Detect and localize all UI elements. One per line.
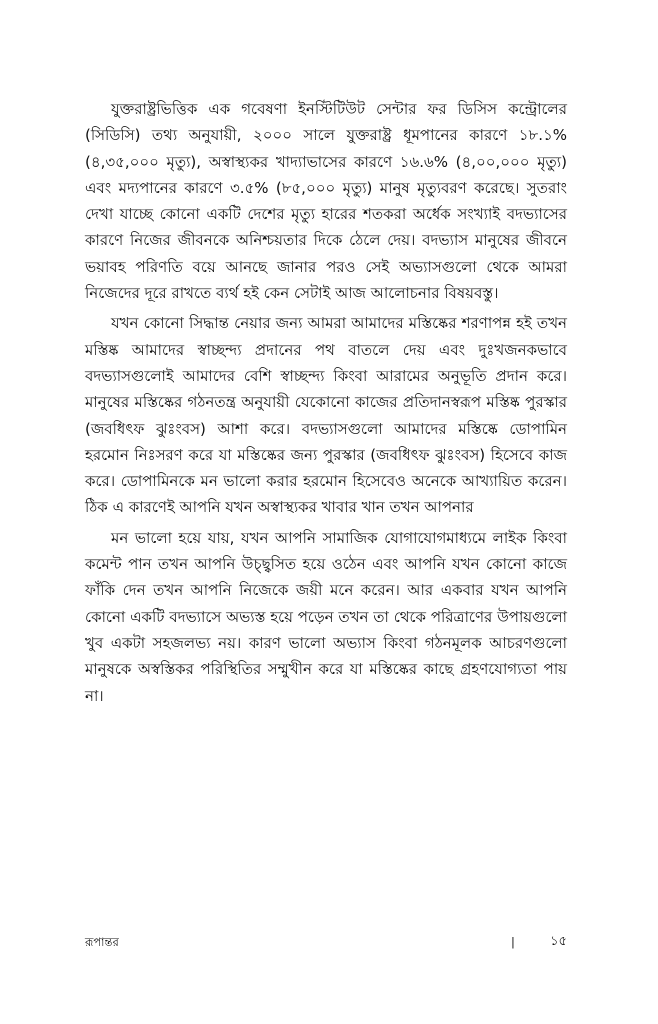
paragraph: মন ভালো হয়ে যায়, যখন আপনি সামাজিক যোগাযোগমাধ্যমে লাইক কিংবা কমেন্ট পান তখন আপনি উচ্ছ্বসিত হয়ে ওঠেন এবং আপনি যখন কোনো কাজে ফাঁকি দেন তখন আপনি নিজেকে জয়ী মনে করেন। আর একবার যখন আপনি কোনো একটি বদভ্যাসে অভ্যস্ত হয়ে পড়েন তখন তা থেকে পরিত্রাণের উপায়গুলো খুব একটা সহজলভ্য নয়। কারণ ভালো অভ্যাস কিংবা গঠনমূলক আচরণগুলো মানুষকে অস্বস্তিকর পরিস্থিতির সম্মুখীন করে যা মস্তিষ্কের কাছে গ্রহণযোগ্যতা পায় না। <box>85 528 567 705</box>
running-title: রূপান্তর <box>85 935 119 949</box>
paragraph: যখন কোনো সিদ্ধান্ত নেয়ার জন্য আমরা আমাদের মস্তিষ্কের শরণাপন্ন হই তখন মস্তিষ্ক আমাদের স্বাচ্ছন্দ্য প্রদানের পথ বাতলে দেয় এবং দুঃখজনকভাবে বদভ্যাসগুলোই আমাদের বেশি স্বাচ্ছন্দ্য কিংবা আরামের অনুভূতি প্রদান করে। মানুষের মস্তিষ্কের গঠনতন্ত্র অনুযায়ী যেকোনো কাজের প্রতিদানস্বরূপ মস্তিষ্ক পুরস্কার (জবধিৎফ ঝুঃংবস) আশা করে। বদভ্যাসগুলো আমাদের মস্তিষ্কে ডোপামিন হরমোন নিঃসরণ করে যা মস্তিষ্কের জন্য পুরস্কার (জবধিৎফ ঝুঃংবস) হিসেবে কাজ করে। ডোপামিনকে মন ভালো করার হরমোন হিসেবেও অনেকে আখ্যায়িত করেন। ঠিক এ কারণেই আপনি যখন অস্বাস্থ্যকর খাবার খান তখন আপনার <box>85 314 567 517</box>
paragraph: যুক্তরাষ্ট্রভিত্তিক এক গবেষণা ইনস্টিটিউট সেন্টার ফর ডিসিস কন্ট্রোলের (সিডিসি) তথ্য অনুযায়ী, ২০০০ সালে যুক্তরাষ্ট্র ধূমপানের কারণে ১৮.১% (৪,৩৫,০০০ মৃত্যু), অস্বাস্থ্যকর খাদ্যাভাসের কারণে ১৬.৬% (৪,০০,০০০ মৃত্যু) এবং মদ্যপানের কারণে ৩.৫% (৮৫,০০০ মৃত্যু) মানুষ মৃত্যুবরণ করেছে। সুতরাং দেখা যাচ্ছে কোনো একটি দেশের মৃত্যু হারের শতকরা অর্ধেক সংখ্যাই বদভ্যাসের কারণে নিজের জীবনকে অনিশ্চয়তার দিকে ঠেলে দেয়। বদভ্যাস মানুষের জীবনে ভয়াবহ পরিণতি বয়ে আনছে জানার পরও সেই অভ্যাসগুলো থেকে আমরা নিজেদের দূরে রাখতে ব্যর্থ হই কেন সেটাই আজ আলোচনার বিষয়বস্তু। <box>85 100 567 303</box>
page-number: ১৫ <box>550 934 567 949</box>
page-footer <box>85 934 567 950</box>
footer-separator: | <box>511 935 515 949</box>
body-text <box>85 96 567 709</box>
